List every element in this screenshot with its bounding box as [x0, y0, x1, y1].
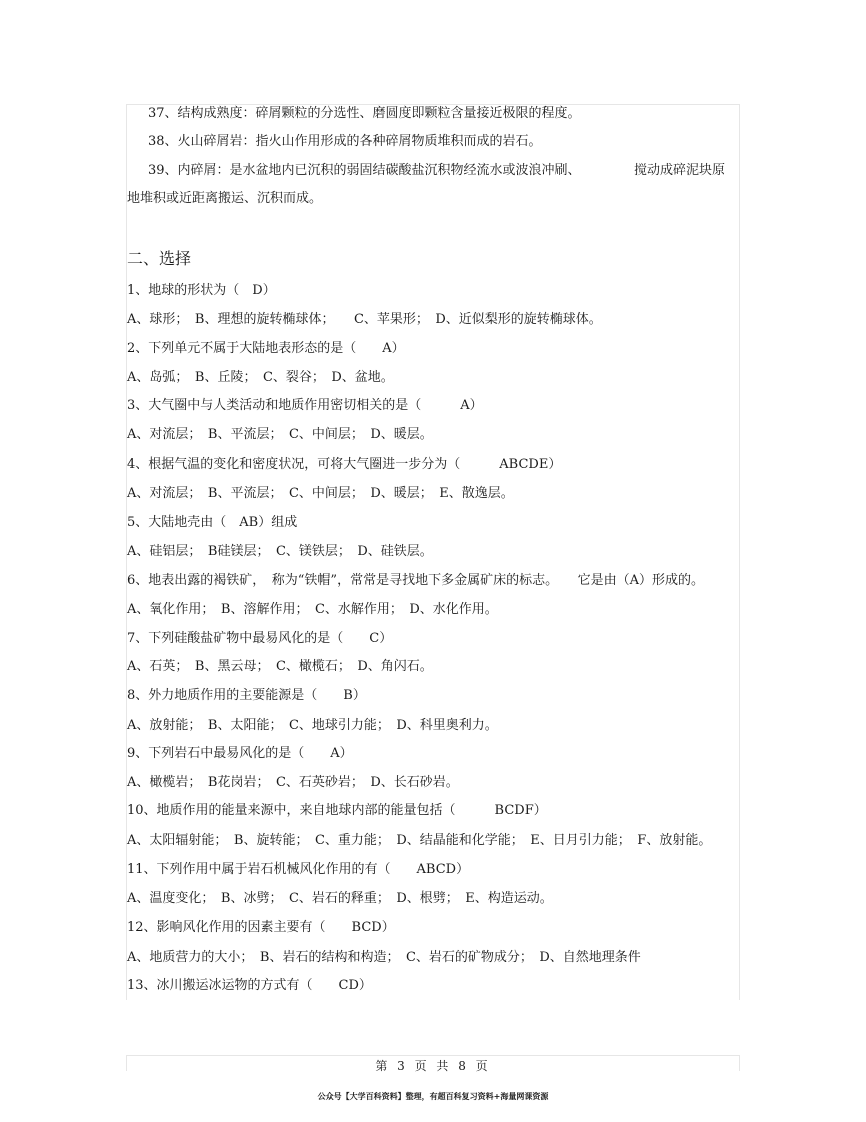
options-12: A、地质营力的大小； B、岩石的结构和构造； C、岩石的矿物成分； D、自然地理条件 [127, 950, 641, 965]
options-10: A、太阳辐射能； B、旋转能； C、重力能； D、结晶能和化学能； E、日月引力能； F、放射能。 [127, 833, 712, 848]
question-12: 12、影响风化作用的因素主要有（ BCD） [127, 920, 395, 935]
options-6: A、氧化作用； B、溶解作用； C、水解作用； D、水化作用。 [127, 602, 498, 617]
page-frame-right [739, 104, 740, 1000]
section-heading-choice: 二、选择 [127, 249, 192, 268]
question-1: 1、地球的形状为（ D） [127, 283, 276, 298]
options-9: A、橄榄岩； B花岗岩； C、石英砂岩； D、长石砂岩。 [127, 775, 459, 790]
footer-frame-top [126, 1055, 740, 1056]
definition-37: 37、结构成熟度：碎屑颗粒的分选性、磨圆度即颗粒含量接近极限的程度。 [148, 106, 581, 121]
options-3: A、对流层； B、平流层； C、中间层； D、暖层。 [127, 427, 433, 442]
question-10: 10、地质作用的能量来源中，来自地球内部的能量包括（ BCDF） [127, 803, 547, 818]
question-5: 5、大陆地壳由（ AB）组成 [127, 515, 298, 530]
options-1: A、球形； B、理想的旋转椭球体； C、苹果形； D、近似梨形的旋转椭球体。 [127, 312, 602, 327]
question-7: 7、下列硅酸盐矿物中最易风化的是（ C） [127, 631, 393, 646]
question-2: 2、下列单元不属于大陆地表形态的是（ A） [127, 341, 405, 356]
definition-39-continued: 搅动成碎泥块原 [634, 163, 726, 178]
question-4: 4、根据气温的变化和密度状况，可将大气圈进一步分为（ ABCDE） [127, 457, 562, 472]
question-13: 13、冰川搬运冰运物的方式有（ CD） [127, 978, 372, 993]
options-2: A、岛弧； B、丘陵； C、裂谷； D、盆地。 [127, 370, 394, 385]
question-11: 11、下列作用中属于岩石机械风化作用的有（ ABCD） [127, 862, 470, 877]
question-8: 8、外力地质作用的主要能源是（ B） [127, 688, 366, 703]
page-number: 第 3 页 共 8 页 [375, 1059, 491, 1073]
options-5: A、硅铝层； B硅镁层； C、镁铁层； D、硅铁层。 [127, 544, 433, 559]
options-8: A、放射能； B、太阳能； C、地球引力能； D、科里奥利力。 [127, 718, 498, 733]
definition-39-end: 地堆积或近距离搬运、沉积而成。 [127, 191, 323, 206]
question-9: 9、下列岩石中最易风化的是（ A） [127, 746, 353, 761]
question-6: 6、地表出露的褐铁矿， 称为“铁帽”，常常是寻找地下多金属矿床的标志。 它是由（A）形成的。 [127, 573, 704, 588]
options-4: A、对流层； B、平流层； C、中间层； D、暖层； E、散逸层。 [127, 486, 514, 501]
question-3: 3、大气圈中与人类活动和地质作用密切相关的是（ A） [127, 398, 483, 413]
footer-note: 公众号【大学百科资料】整理，有超百科复习资料+海量网课资源 [317, 1092, 549, 1101]
definition-38: 38、火山碎屑岩：指火山作用形成的各种碎屑物质堆积而成的岩石。 [148, 134, 542, 149]
options-11: A、温度变化； B、冰劈； C、岩石的释重； D、根劈； E、构造运动。 [127, 891, 553, 906]
options-7: A、石英； B、黑云母； C、橄榄石； D、角闪石。 [127, 659, 433, 674]
definition-39: 39、内碎屑：是水盆地内已沉积的弱固结碳酸盐沉积物经流水或波浪冲刷、 [148, 163, 581, 178]
